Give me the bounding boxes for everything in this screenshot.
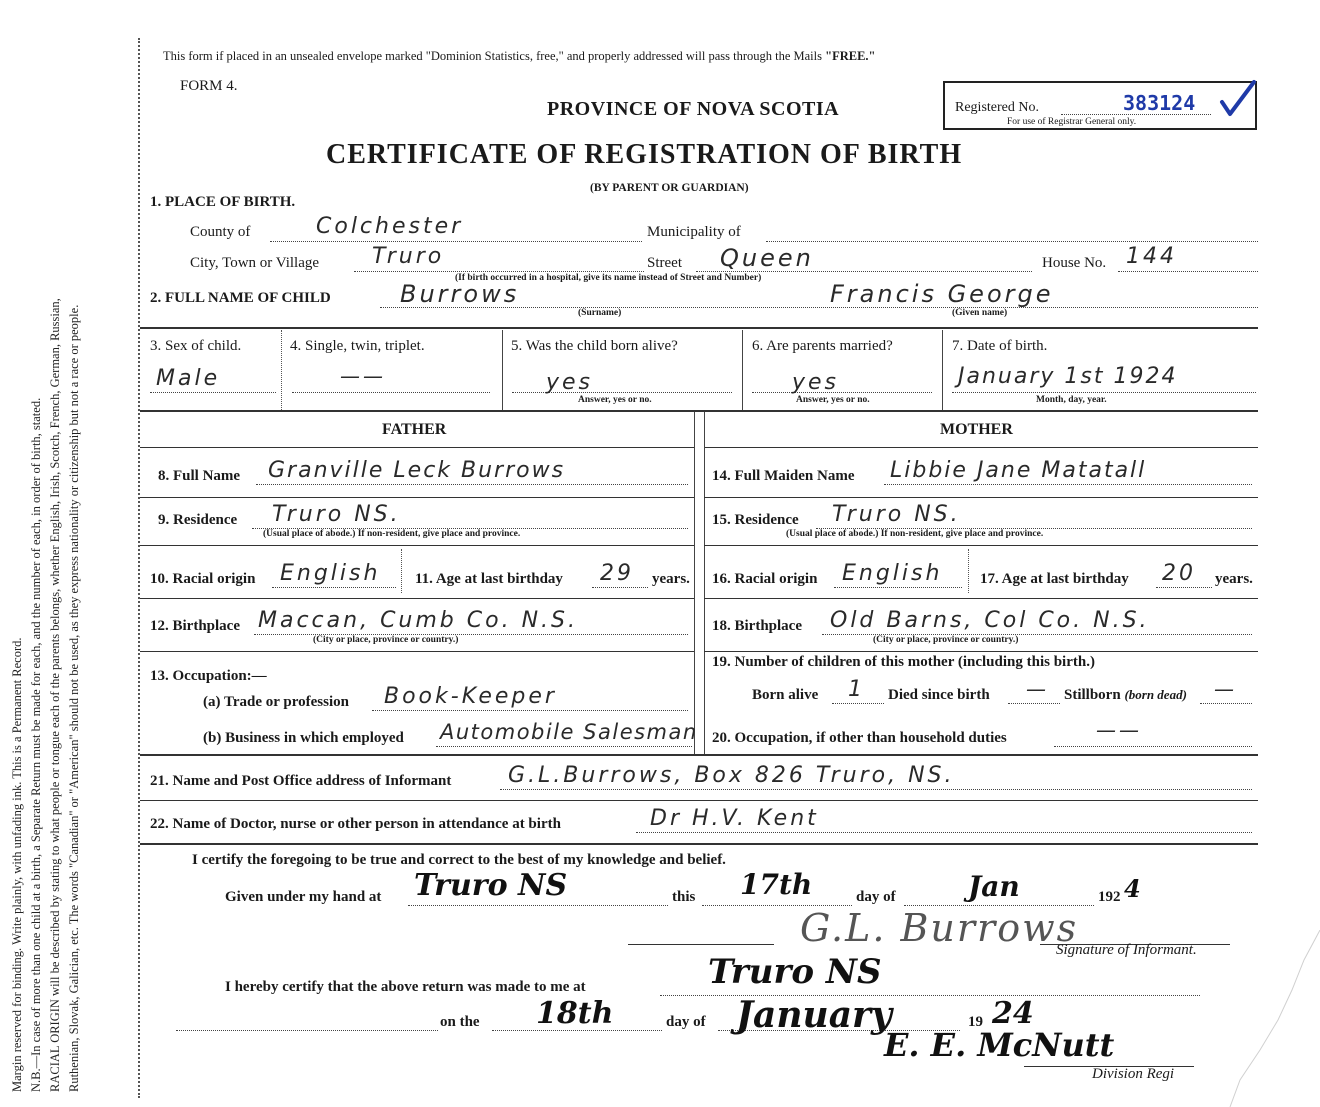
division-caption: Division Regi xyxy=(1092,1066,1175,1082)
city-label: City, Town or Village xyxy=(190,255,320,271)
parents-married-dots xyxy=(752,392,932,393)
registrar-lead-dots xyxy=(176,1030,438,1031)
mother-birthplace-value: Old Barns, Col Co. N.S. xyxy=(830,608,1150,633)
plurality-label: 4. Single, twin, triplet. xyxy=(290,338,425,354)
given-place-value: Truro NS xyxy=(414,868,568,903)
margin-note xyxy=(8,42,128,1092)
mother-rule-1 xyxy=(704,497,1258,498)
hospital-note: (If birth occurred in a hospital, give its name instead of Street and Number) xyxy=(455,273,762,283)
dob-value: January 1st 1924 xyxy=(958,364,1178,389)
mother-racial-dots xyxy=(834,587,962,588)
mother-occupation-dots xyxy=(1054,746,1252,747)
father-racial-dots xyxy=(272,587,396,588)
mother-racial-divider xyxy=(968,549,969,593)
trade-value: Book-Keeper xyxy=(384,684,557,709)
mother-years-label: years. xyxy=(1215,571,1253,587)
father-age-dots xyxy=(592,587,648,588)
trade-label: (a) Trade or profession xyxy=(203,694,349,710)
mother-rule-3 xyxy=(704,598,1258,599)
born-alive-dots xyxy=(512,392,732,393)
registrar-note: For use of Registrar General only. xyxy=(1007,117,1137,127)
father-heading-rule xyxy=(140,447,694,448)
doctor-value: Dr H.V. Kent xyxy=(650,806,819,831)
city-dots xyxy=(354,271,644,272)
city-value: Truro xyxy=(372,244,445,269)
street-label: Street xyxy=(647,255,682,271)
registrar-month-value: January xyxy=(736,994,892,1036)
doctor-label: 22. Name of Doctor, nurse or other person in attendance at birth xyxy=(150,816,561,832)
check-mark-icon xyxy=(1218,78,1258,118)
born-alive-count: 1 xyxy=(848,677,865,702)
mail-notice xyxy=(163,49,875,64)
torn-corner xyxy=(1200,930,1320,1107)
father-name-dots xyxy=(256,484,688,485)
father-rule-1 xyxy=(140,497,694,498)
father-heading: FATHER xyxy=(382,421,447,438)
house-dots xyxy=(1118,271,1258,272)
father-name-value: Granville Leck Burrows xyxy=(268,458,566,483)
street-value: Queen xyxy=(720,244,814,272)
father-age-value: 29 xyxy=(600,561,634,586)
mother-name-dots xyxy=(884,484,1252,485)
margin-note-line-3: RACIAL ORIGIN will be described by stating to what people or tongue each of the parents belongs, whether English, Irish, Scotch, French, German, Russian, xyxy=(48,298,62,1092)
mother-birthplace-label: 18. Birthplace xyxy=(712,618,802,634)
died-dots xyxy=(1008,703,1060,704)
registered-number: 383124 xyxy=(1123,91,1196,115)
doctor-dots xyxy=(636,832,1252,833)
mother-occupation-value: —— xyxy=(1096,718,1142,742)
house-label: House No. xyxy=(1042,255,1107,271)
mother-age-value: 20 xyxy=(1162,561,1196,586)
mother-rule-2 xyxy=(704,545,1258,546)
born-alive-count-dots xyxy=(832,703,884,704)
child-surname: Burrows xyxy=(400,280,520,308)
stillborn-label xyxy=(1064,687,1187,704)
plurality-value: —— xyxy=(340,364,386,388)
mother-birthplace-caption: (City or place, province or country.) xyxy=(873,635,1019,645)
mail-notice-free: "FREE." xyxy=(825,49,876,63)
informant-label: 21. Name and Post Office address of Informant xyxy=(150,773,452,789)
rule-after-doctor xyxy=(140,843,1258,845)
mother-racial-label: 16. Racial origin xyxy=(712,571,818,587)
form-number: FORM 4. xyxy=(180,78,238,94)
on-the-label: on the xyxy=(440,1014,480,1030)
day-of-label-2: day of xyxy=(666,1014,706,1030)
registrar-statement: I hereby certify that the above return was made to me at xyxy=(225,979,586,995)
this-label: this xyxy=(672,889,696,905)
sex-dots xyxy=(150,392,276,393)
informant-dots xyxy=(500,789,1252,790)
business-label: (b) Business in which employed xyxy=(203,730,404,746)
given-under-hand-label: Given under my hand at xyxy=(225,889,382,905)
father-birthplace-label: 12. Birthplace xyxy=(150,618,240,634)
municipality-label: Municipality of xyxy=(647,224,741,240)
certify-statement: I certify the foregoing to be true and correct to the best of my knowledge and belief. xyxy=(192,852,726,868)
born-alive-value: yes xyxy=(546,370,594,395)
father-residence-value: Truro NS. xyxy=(272,502,401,527)
surname-caption: (Surname) xyxy=(578,308,622,318)
rule-before-parents xyxy=(140,410,1258,412)
informant-value: G.L.Burrows, Box 826 Truro, NS. xyxy=(508,763,955,788)
col-divider-2 xyxy=(502,330,503,410)
parents-married-value: yes xyxy=(792,370,840,395)
father-right-border xyxy=(694,412,695,754)
given-year-prefix: 192 xyxy=(1098,889,1121,905)
given-place-dots xyxy=(408,905,668,906)
died-label: Died since birth xyxy=(888,687,990,703)
province-heading: PROVINCE OF NOVA SCOTIA xyxy=(547,98,840,120)
born-alive-caption: Answer, yes or no. xyxy=(578,395,652,405)
registrar-signature: E. E. McNutt xyxy=(884,1026,1115,1064)
margin-note-line-1: Margin reserved for binding. Write plainly, with unfading ink. This is a Permanent Record. xyxy=(10,637,24,1092)
parents-married-caption: Answer, yes or no. xyxy=(796,395,870,405)
child-name-label: 2. FULL NAME OF CHILD xyxy=(150,290,331,306)
father-years-label: years. xyxy=(652,571,690,587)
day-of-label: day of xyxy=(856,889,896,905)
father-birthplace-caption: (City or place, province or country.) xyxy=(313,635,459,645)
signature-caption: Signature of Informant. xyxy=(1056,942,1197,958)
father-residence-caption: (Usual place of abode.) If non-resident, give place and province. xyxy=(263,529,521,539)
occupation-label: 13. Occupation:— xyxy=(150,668,267,684)
business-dots xyxy=(436,746,692,747)
rule-after-name xyxy=(140,327,1258,329)
municipality-dots xyxy=(766,241,1258,242)
mother-age-dots xyxy=(1156,587,1212,588)
mother-heading: MOTHER xyxy=(940,421,1013,438)
given-month-value: Jan xyxy=(968,870,1020,903)
margin-note-line-2: N.B.—In case of more than one child at a birth, a Separate Return must be made for each, and the number of each, in order of birth, stated. xyxy=(29,397,43,1092)
rule-after-parents xyxy=(140,754,1258,756)
plurality-dots xyxy=(292,392,490,393)
born-alive-label: 5. Was the child born alive? xyxy=(511,338,678,354)
born-alive-count-label: Born alive xyxy=(752,687,819,703)
father-rule-4 xyxy=(140,651,694,652)
sex-value: Male xyxy=(156,366,221,391)
registrar-year-suffix: 24 xyxy=(992,996,1034,1031)
informant-signature: G.L. Burrows xyxy=(800,906,1079,950)
mother-residence-label: 15. Residence xyxy=(712,512,799,528)
rule-after-informant xyxy=(140,800,1258,801)
mother-name-value: Libbie Jane Matatall xyxy=(890,458,1147,483)
mother-residence-caption: (Usual place of abode.) If non-resident, give place and province. xyxy=(786,529,1044,539)
registrar-day-value: 18th xyxy=(536,996,614,1031)
mail-notice-text: This form if placed in an unsealed envelope marked "Dominion Statistics, free," and properly addressed will pass through the Mails xyxy=(163,49,826,63)
margin-note-line-4: Ruthenian, Slovak, Galician, etc. The words "Canadian" or "American" should not be used, as they express nationality or citizenship but not a race or people. xyxy=(67,304,81,1092)
county-dots xyxy=(270,241,642,242)
registrar-year-prefix: 19 xyxy=(968,1014,983,1030)
father-racial-divider xyxy=(401,549,402,593)
certificate-title: CERTIFICATE OF REGISTRATION OF BIRTH xyxy=(326,139,963,170)
mother-racial-value: English xyxy=(842,561,943,586)
children-count-label: 19. Number of children of this mother (including this birth.) xyxy=(712,654,1095,670)
father-rule-3 xyxy=(140,598,694,599)
business-value: Automobile Salesman xyxy=(440,720,698,744)
registered-label: Registered No. xyxy=(955,100,1039,115)
mother-age-label: 17. Age at last birthday xyxy=(980,571,1129,587)
given-year-suffix: 4 xyxy=(1124,874,1141,903)
col-divider-3 xyxy=(742,330,743,410)
mother-heading-rule xyxy=(704,447,1258,448)
place-of-birth-heading: 1. PLACE OF BIRTH. xyxy=(150,194,296,210)
signature-rule-left xyxy=(628,944,774,945)
dob-caption: Month, day, year. xyxy=(1036,395,1107,405)
stillborn-note: (born dead) xyxy=(1124,687,1187,702)
stillborn-dots xyxy=(1200,703,1252,704)
father-racial-value: English xyxy=(280,561,381,586)
dob-dots xyxy=(952,392,1256,393)
registrar-place-value: Truro NS xyxy=(708,952,882,992)
parents-married-label: 6. Are parents married? xyxy=(752,338,893,354)
mother-rule-4 xyxy=(704,651,1258,652)
margin-rule xyxy=(138,38,140,1098)
given-day-value: 17th xyxy=(740,868,813,901)
father-name-label: 8. Full Name xyxy=(158,468,241,484)
trade-dots xyxy=(372,710,688,711)
father-racial-label: 10. Racial origin xyxy=(150,571,256,587)
father-birthplace-value: Maccan, Cumb Co. N.S. xyxy=(258,608,578,633)
father-rule-2 xyxy=(140,545,694,546)
mother-occupation-label: 20. Occupation, if other than household duties xyxy=(712,730,1007,746)
mother-residence-value: Truro NS. xyxy=(832,502,961,527)
registration-box xyxy=(943,81,1257,130)
certificate-subtitle: (BY PARENT OR GUARDIAN) xyxy=(590,182,749,194)
mother-left-border xyxy=(704,412,705,754)
col-divider-4 xyxy=(942,330,943,410)
sex-label: 3. Sex of child. xyxy=(150,338,242,354)
county-label: County of xyxy=(190,224,251,240)
mother-name-label: 14. Full Maiden Name xyxy=(712,468,855,484)
stillborn-count: — xyxy=(1214,677,1237,701)
dob-label: 7. Date of birth. xyxy=(952,338,1048,354)
father-residence-label: 9. Residence xyxy=(158,512,238,528)
child-given-name: Francis George xyxy=(830,280,1054,308)
county-value: Colchester xyxy=(316,214,464,239)
col-divider-1 xyxy=(281,330,282,410)
stillborn-label-text: Stillborn xyxy=(1064,687,1121,703)
house-value: 144 xyxy=(1126,244,1177,269)
given-caption: (Given name) xyxy=(952,308,1008,318)
died-count: — xyxy=(1026,677,1049,701)
father-age-label: 11. Age at last birthday xyxy=(415,571,563,587)
